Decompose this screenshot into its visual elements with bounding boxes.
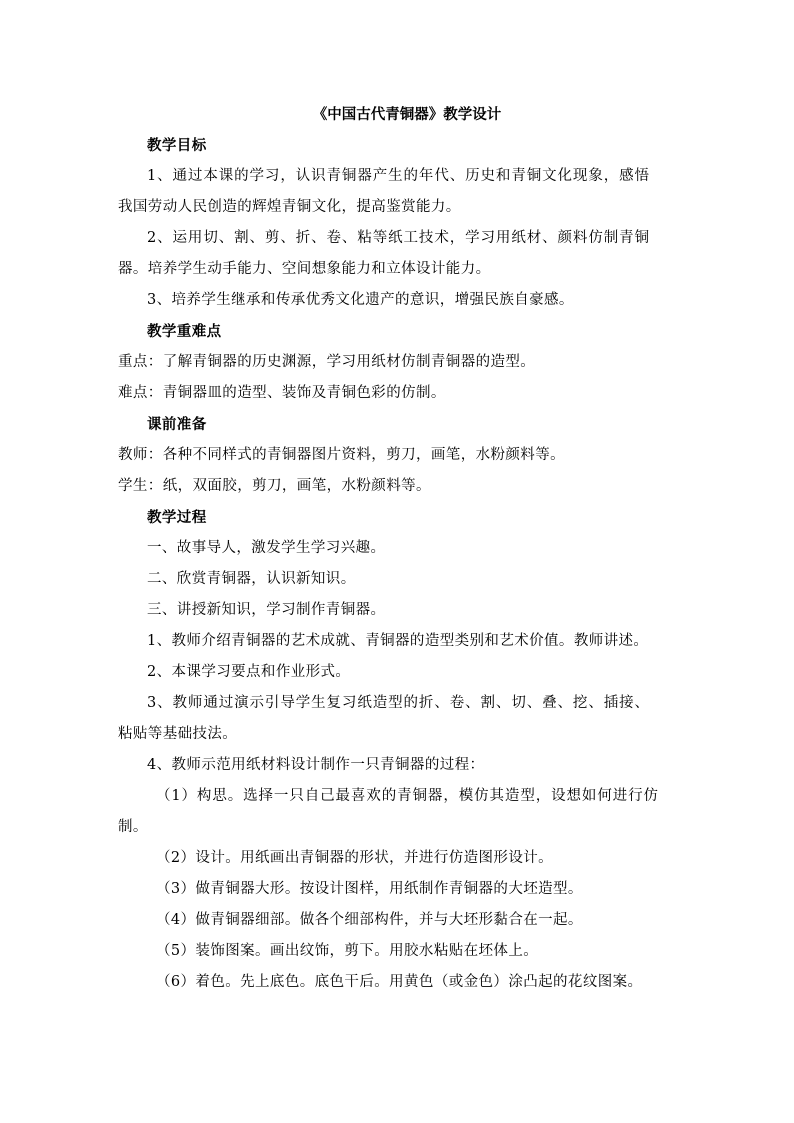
process-step-2: 二、欣赏青铜器，认识新知识。 <box>147 571 356 587</box>
goal-2-line-2: 器。培养学生动手能力、空间想象能力和立体设计能力。 <box>118 261 491 277</box>
making-step-2: （2）设计。用纸画出青铜器的形状，并进行仿造图形设计。 <box>156 850 554 866</box>
goal-1-line-2: 我国劳动人民创造的辉煌青铜文化，提高鉴赏能力。 <box>118 199 461 215</box>
section-heading-preparation: 课前准备 <box>147 416 207 433</box>
goal-2-line-1: 2、运用切、割、剪、折、卷、粘等纸工技术，学习用纸材、颜料仿制青铜 <box>147 230 650 246</box>
goal-3: 3、培养学生继承和传承优秀文化遗产的意识，增强民族自豪感。 <box>147 292 574 308</box>
making-step-6: （6）着色。先上底色。底色干后。用黄色（或金色）涂凸起的花纹图案。 <box>156 974 643 990</box>
process-substep-2: 2、本课学习要点和作业形式。 <box>147 664 351 680</box>
making-step-3: （3）做青铜器大形。按设计图样，用纸制作青铜器的大坯造型。 <box>156 881 583 897</box>
document-body <box>118 100 678 998</box>
section-heading-process: 教学过程 <box>147 509 207 526</box>
making-step-5: （5）装饰图案。画出纹饰，剪下。用胶水粘贴在坯体上。 <box>156 943 539 959</box>
process-step-1: 一、故事导人，激发学生学习兴趣。 <box>147 540 386 556</box>
student-preparation: 学生：纸，双面胶，剪刀，画笔，水粉颜料等。 <box>118 478 431 494</box>
process-step-3: 三、讲授新知识，学习制作青铜器。 <box>147 602 386 618</box>
goal-1-line-1: 1、通过本课的学习，认识青铜器产生的年代、历史和青铜文化现象，感悟 <box>147 168 650 184</box>
document-title: 《中国古代青铜器》教学设计 <box>312 106 502 123</box>
teacher-preparation: 教师：各种不同样式的青铜器图片资料，剪刀，画笔，水粉颜料等。 <box>118 447 565 463</box>
section-heading-teaching-goals: 教学目标 <box>147 137 207 154</box>
difficult-point: 难点：青铜器皿的造型、装饰及青铜色彩的仿制。 <box>118 385 446 401</box>
process-substep-3-line-1: 3、教师通过演示引导学生复习纸造型的折、卷、割、切、叠、挖、插接、 <box>147 695 650 711</box>
process-substep-4: 4、教师示范用纸材料设计制作一只青铜器的过程： <box>147 757 485 773</box>
process-substep-3-line-2: 粘贴等基础技法。 <box>118 726 238 742</box>
making-step-4: （4）做青铜器细部。做各个细部构件，并与大坯形黏合在一起。 <box>156 912 583 928</box>
key-point: 重点：了解青铜器的历史渊源，学习用纸材仿制青铜器的造型。 <box>118 354 536 370</box>
making-step-1-line-2: 制。 <box>118 819 148 835</box>
section-heading-key-points: 教学重难点 <box>147 323 222 340</box>
process-substep-1: 1、教师介绍青铜器的艺术成就、青铜器的造型类别和艺术价值。教师讲述。 <box>147 633 649 649</box>
making-step-1-line-1: （1）构思。选择一只自己最喜欢的青铜器，模仿其造型，设想如何进行仿 <box>156 788 659 804</box>
